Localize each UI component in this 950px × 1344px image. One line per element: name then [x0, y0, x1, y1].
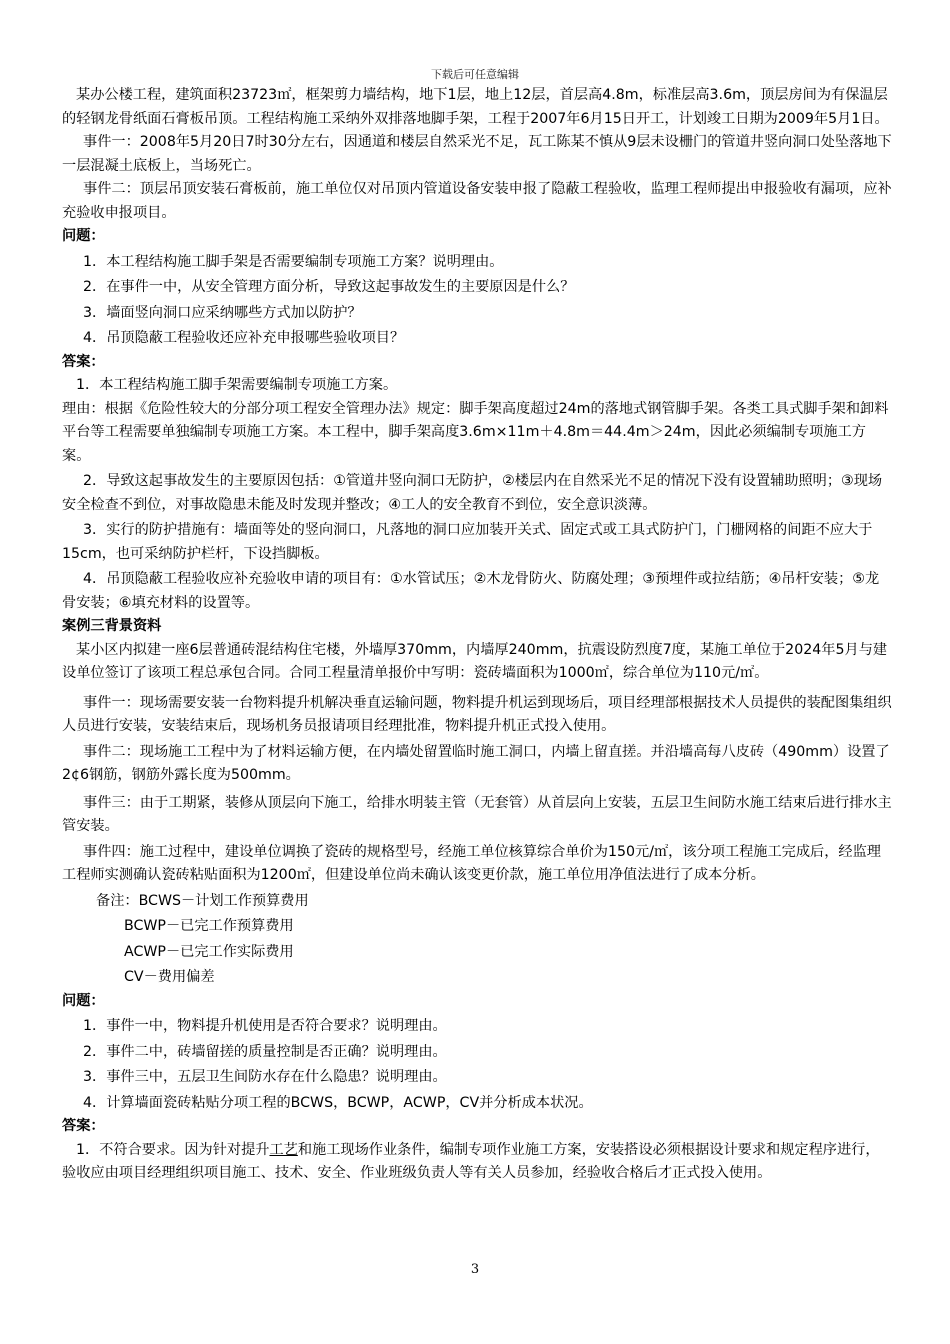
page-number: 3 — [470, 1262, 480, 1277]
case-3-event-4: 事件四：施工过程中，建设单位调换了瓷砖的规格型号，经施工单位核算综合单价为150元/㎡，该分项工程施工完成后，经监理工程师实测确认瓷砖粘贴面积为1200㎡，但建设单位尚未确认该变更价款，施工单位用净值法进行了成本分析。 — [62, 843, 881, 883]
case-3-event-3: 事件三：由于工期紧，装修从顶层向下施工，给排水明装主管（无套管）从首层向上安装，五层卫生间防水施工结束后进行排水主管安装。 — [62, 794, 892, 834]
answer-text-rest: 和施工现场作业条件，编制专项作业施工方案，安装搭设必须根据设计要求和规定程序进行，验收应由项目经理组织项目施工、技术、安全、作业班级负责人等有关人员参加，经验收合格后才正式投入使用。 — [62, 1141, 880, 1181]
questions-label: 问题： — [62, 228, 105, 244]
underlined-term: 工艺 — [269, 1141, 298, 1158]
answer-1-reason: 理由：根据《危险性较大的分部分项工程安全管理办法》规定：脚手架高度超过24m的落地式钢管脚手架。各类工具式脚手架和卸料平台等工程需要单独编制专项施工方案。本工程中，脚手架高度3.6m×11m＋4.8m＝44.4m＞24m，因此必须编制专项施工方案。 — [62, 400, 889, 464]
page-header: 下载后可任意编辑 — [431, 68, 519, 81]
case-3-question-3: 3．事件三中，五层卫生间防水存在什么隐患？说明理由。 — [83, 1069, 447, 1085]
case-3-intro: 某小区内拟建一座6层普通砖混结构住宅楼，外墙厚370mm，内墙厚240mm，抗震设防烈度7度，某施工单位于2024年5月与建设单位签订了该项工程总承包合同。合同工程量清单报价中写明：瓷砖墙面积为1000㎡，综合单位为110元/㎡。 — [62, 641, 888, 681]
question-4: 4．吊顶隐蔽工程验收还应补充申报哪些验收项目？ — [83, 330, 405, 346]
note-line-2: BCWP－已完工作预算费用 — [124, 918, 294, 934]
answers-label: 答案： — [62, 353, 105, 370]
event-2-paragraph: 事件二：顶层吊顶安装石膏板前，施工单位仅对吊顶内管道设备安装申报了隐蔽工程验收，监理工程师提出申报验收有漏项，应补充验收申报项目。 — [62, 181, 892, 221]
case-3-title: 案例三背景资料 — [62, 618, 162, 634]
question-3: 3．墙面竖向洞口应采纳哪些方式加以防护？ — [83, 304, 362, 321]
case-3-question-1: 1．事件一中，物料提升机使用是否符合要求？说明理由。 — [83, 1018, 447, 1034]
question-1: 1．本工程结构施工脚手架是否需要编制专项施工方案？说明理由。 — [83, 253, 504, 270]
case-3-answers-label: 答案： — [62, 1118, 105, 1134]
answer-4: 4．吊顶隐蔽工程验收应补充验收申请的项目有：①水管试压；②木龙骨防火、防腐处理；③预埋件或拉结筋；④吊杆安装；⑤龙骨安装；⑥填充材料的设置等。 — [62, 571, 880, 611]
answer-3: 3．实行的防护措施有：墙面等处的竖向洞口，凡落地的洞口应加装开关式、固定式或工具式防护门，门栅网格的间距不应大于15cm，也可采纳防护栏杆，下设挡脚板。 — [62, 522, 873, 562]
note-line-1: 备注：BCWS－计划工作预算费用 — [96, 892, 309, 909]
intro-paragraph: 某办公楼工程，建筑面积23723㎡，框架剪力墙结构，地下1层，地上12层，首层高4.8m，标准层高3.6m，顶层房间为有保温层的轻钢龙骨纸面石膏板吊顶。工程结构施工采纳外双排落地脚手架，工程于2007年6月15日开工，计划竣工日期为2009年5月1日。 — [62, 87, 889, 127]
case-3-event-2: 事件二：现场施工工程中为了材料运输方便，在内墙处留置临时施工洞口，内墙上留直搓。并沿墙高每八皮砖（490mm）设置了2¢6钢筋，钢筋外露长度为500mm。 — [62, 743, 890, 783]
note-line-3: ACWP－已完工作实际费用 — [124, 943, 294, 960]
case-3-questions-label: 问题： — [62, 992, 105, 1009]
answer-2: 2．导致这起事故发生的主要原因包括：①管道井竖向洞口无防护，②楼层内在自然采光不足的情况下没有设置辅助照明；③现场安全检查不到位，对事故隐患未能及时发现并整改；④工人的安全教育不到位，安全意识淡薄。 — [62, 473, 883, 513]
question-2: 2．在事件一中，从安全管理方面分析，导致这起事故发生的主要原因是什么？ — [83, 279, 575, 295]
answer-text-start: 1．不符合要求。因为针对提升 — [76, 1141, 270, 1158]
case-3-question-4: 4．计算墙面瓷砖粘贴分项工程的BCWS，BCWP，ACWP，CV并分析成本状况。 — [83, 1094, 593, 1111]
case-3-event-1: 事件一：现场需要安装一台物料提升机解决垂直运输问题，物料提升机运到现场后，项目经理部根据技术人员提供的装配图集组织人员进行安装，安装结束后，现场机务员报请项目经理批准，物料提升机正式投入使用。 — [62, 694, 892, 734]
note-line-4: CV－费用偏差 — [124, 969, 215, 985]
case-3-question-2: 2．事件二中，砖墙留搓的质量控制是否正确？说明理由。 — [83, 1043, 447, 1060]
answer-1: 1．本工程结构施工脚手架需要编制专项施工方案。 — [76, 377, 398, 393]
event-1-paragraph: 事件一：2008年5月20日7时30分左右，因通道和楼层自然采光不足，瓦工陈某不慎从9层未设栅门的管道井竖向洞口处坠落地下一层混凝土底板上，当场死亡。 — [62, 134, 892, 174]
case-3-answer-1 — [62, 1139, 892, 1186]
document-body — [62, 84, 892, 1186]
